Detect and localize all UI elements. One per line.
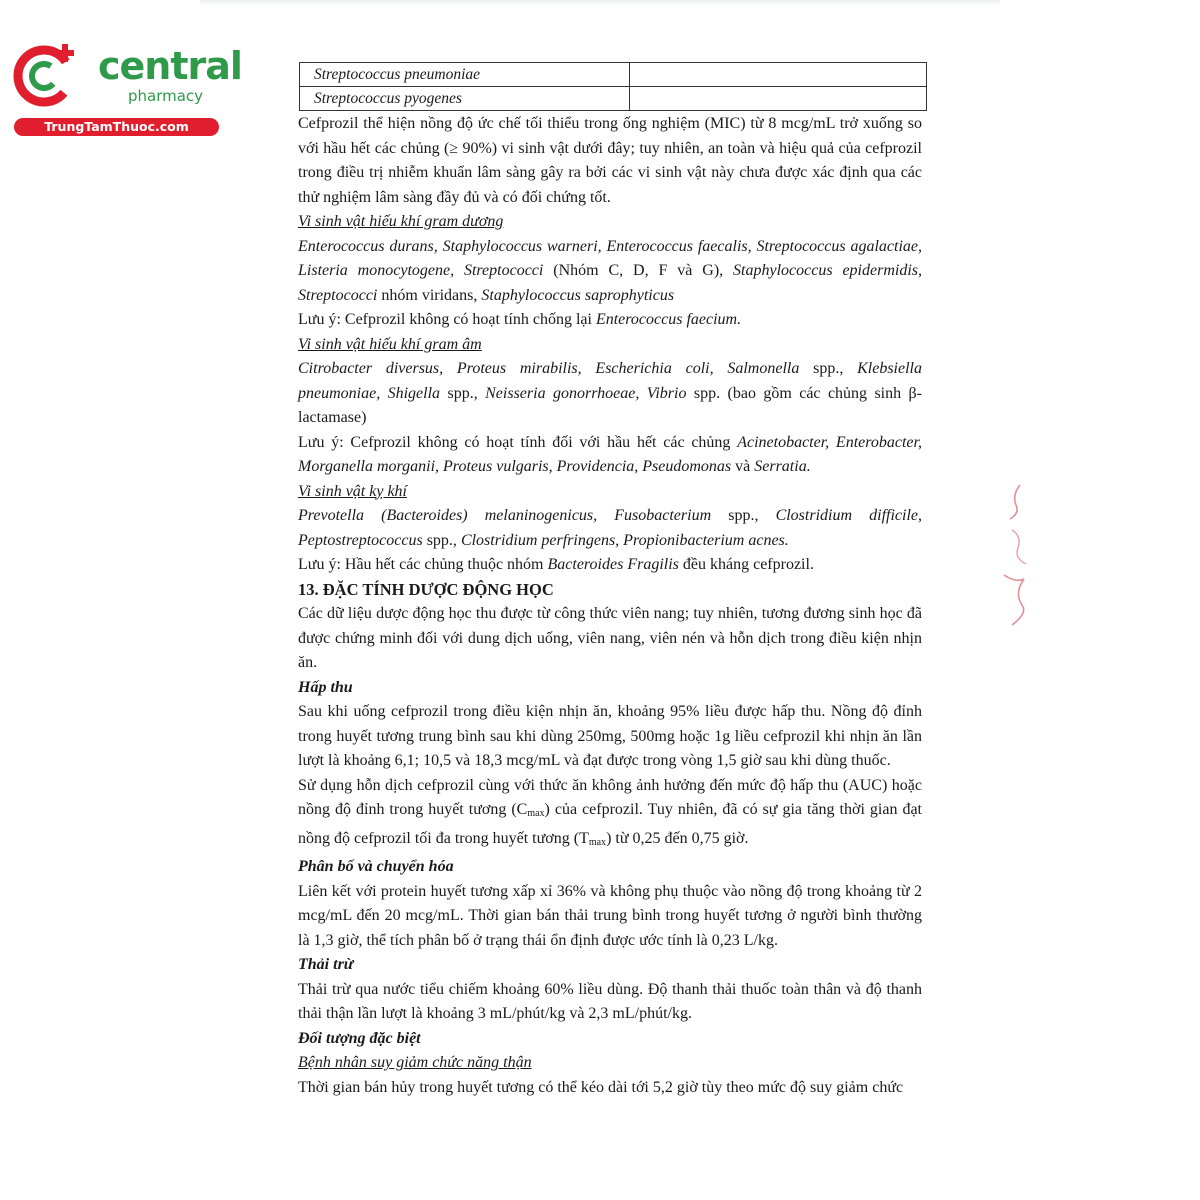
text-run: spp., — [711, 507, 776, 524]
subscript: max — [588, 836, 607, 848]
text-run: đều kháng cefprozil. — [678, 556, 814, 573]
text-run: và — [731, 458, 755, 475]
organism-names: Prevotella (Bacteroides) melaninogenicus, Fusobacterium — [298, 507, 712, 524]
organism-names: Neisseria gonorrhoeae, Vibrio — [485, 384, 687, 402]
table-cell-value — [630, 63, 927, 87]
organism-names: Staphylococcus saprophyticus — [481, 286, 675, 304]
text-run: ) từ 0,25 đến 0,75 giờ. — [606, 829, 749, 847]
pharmacy-logo-icon — [10, 38, 90, 118]
table-cell-organism: Streptococcus pneumoniae — [300, 63, 630, 87]
central-pharmacy-logo[interactable] — [10, 38, 242, 138]
organism-names: Staphylococcus epidermidis, Streptococci — [298, 262, 922, 304]
gram-negative-list — [298, 357, 922, 431]
gram-positive-heading: Vi sinh vật hiếu khí gram dương — [298, 213, 504, 230]
organism-table — [299, 62, 927, 111]
text-run: ) của cefprozil. Tuy nhiên, đã có sự gia tăng thời gian đạt nồng độ cefprozil tối đa trong huyết tương (T — [298, 801, 922, 847]
organism-names: Klebsiella pneumoniae, Shigella — [298, 360, 922, 402]
document-body — [298, 112, 922, 1100]
organism-names: Citrobacter diversus, Proteus mirabilis, Escherichia coli, Salmonella — [298, 360, 800, 377]
text-run: Sử dụng hỗn dịch cefprozil cùng với thức ăn không ảnh hưởng đến mức độ hấp thu (AUC) hoặc nồng độ đỉnh trong huyết tương (C — [298, 776, 922, 818]
logo-subtitle: pharmacy — [128, 87, 204, 105]
text-run: spp. (bao gồm các chủng sinh β-lactamase) — [298, 384, 923, 426]
mic-intro-paragraph: Cefprozil thể hiện nồng độ ức chế tối thiểu trong ống nghiệm (MIC) từ 8 mcg/mL trở xuống so với hầu hết các chủng (≥ 90%) vi sinh vật dưới đây; tuy nhiên, an toàn và hiệu quả của cefprozil trong điều trị nhiễm khuẩn lâm sàng gây ra bởi các vi sinh vật này chưa được xác định qua các thử nghiệm lâm sàng đầy đủ và có đối chứng tốt. — [298, 115, 922, 206]
elimination-paragraph: Thải trừ qua nước tiểu chiếm khoảng 60% liều dùng. Độ thanh thải thuốc toàn thân và độ thanh thải thận lần lượt là khoảng 3 mL/phút/kg và 2,3 mL/phút/kg. — [298, 980, 922, 1022]
distribution-heading: Phân bố và chuyển hóa — [298, 858, 454, 875]
scan-edge — [200, 0, 1000, 6]
table-cell-organism: Streptococcus pyogenes — [300, 87, 630, 111]
text-run: spp., — [440, 384, 486, 402]
text-run: (Nhóm C, D, F và G), — [543, 262, 734, 279]
renal-impairment-paragraph: Thời gian bán hủy trong huyết tương có thể kéo dài tới 5,2 giờ tùy theo mức độ suy giảm chức — [298, 1078, 904, 1096]
organism-names: Bacteroides Fragilis — [547, 556, 679, 573]
table-cell-value — [630, 87, 927, 111]
text-run: nhóm viridans, — [377, 286, 482, 304]
organism-names: Enterococcus faecium. — [595, 311, 742, 328]
text-run: Lưu ý: Cefprozil không có hoạt tính đối với hầu hết các chủng — [298, 433, 738, 451]
anaerobe-list — [298, 504, 922, 553]
pk-intro-paragraph: Các dữ liệu dược động học thu được từ công thức viên nang; tuy nhiên, tương đương sinh học đã được chứng minh đối với dung dịch uống, viên nang, viên nén và hỗn dịch trong điều kiện nhịn ăn. — [298, 605, 922, 671]
organism-names: Acinetobacter, Enterobacter, Morganella morganii, Proteus vulgaris, Providencia, Pseudomonas — [298, 433, 922, 475]
organism-names: Serratia. — [754, 458, 811, 475]
distribution-paragraph: Liên kết với protein huyết tương xấp xỉ 36% và không phụ thuộc vào nồng độ trong khoảng từ 2 mcg/mL đến 20 mcg/mL. Thời gian bán thải trung bình trong huyết tương ở người bình thường là 1,3 giờ, thể tích phân bố ở trạng thái ổn định được ước tính là 0,23 L/kg. — [298, 882, 922, 949]
handwritten-signature — [990, 480, 1040, 630]
gram-positive-note — [298, 308, 922, 333]
anaerobe-note — [298, 553, 922, 578]
logo-domain: TrungTamThuoc.com — [14, 118, 219, 136]
gram-negative-heading: Vi sinh vật hiếu khí gram âm — [298, 335, 482, 353]
table-row — [300, 87, 927, 111]
absorption-paragraph-2 — [298, 774, 922, 856]
text-run: Lưu ý: Hầu hết các chủng thuộc nhóm — [298, 556, 548, 573]
table-row — [300, 63, 927, 87]
gram-negative-note — [298, 431, 922, 480]
text-run: Lưu ý: Cefprozil không có hoạt tính chống lại — [298, 311, 596, 328]
absorption-paragraph-1: Sau khi uống cefprozil trong điều kiện nhịn ăn, khoảng 95% liều được hấp thu. Nồng độ đỉnh trong huyết tương trung bình sau khi dùng 250mg, 500mg hoặc 1g liều cefprozil khi nhịn ăn lần lượt là khoảng 6,1; 10,5 và 18,3 mcg/mL và đạt được trong vòng 1,5 giờ sau khi dùng thuốc. — [298, 703, 922, 769]
anaerobe-heading: Vi sinh vật kỵ khí — [298, 482, 407, 500]
subscript: max — [527, 808, 545, 819]
gram-positive-list — [298, 235, 922, 309]
organism-names: Enterococcus durans, Staphylococcus warneri, Enterococcus faecalis, Streptococcus agalactiae, Listeria monocytogene, Streptococci — [298, 237, 922, 279]
renal-impairment-heading: Bệnh nhân suy giảm chức năng thận — [298, 1054, 532, 1071]
organism-names: Clostridium difficile, Peptostreptococcus — [298, 507, 922, 549]
text-run: spp., — [422, 531, 461, 549]
absorption-heading: Hấp thu — [298, 678, 353, 696]
organism-names: Clostridium perfringens, Propionibacterium acnes. — [460, 531, 789, 549]
logo-brand: central — [98, 44, 242, 88]
text-run: spp., — [799, 360, 858, 377]
special-populations-heading: Đối tượng đặc biệt — [298, 1029, 421, 1047]
section-13-heading: 13. ĐẶC TÍNH DƯỢC ĐỘNG HỌC — [298, 579, 554, 599]
elimination-heading: Thải trừ — [298, 956, 354, 973]
